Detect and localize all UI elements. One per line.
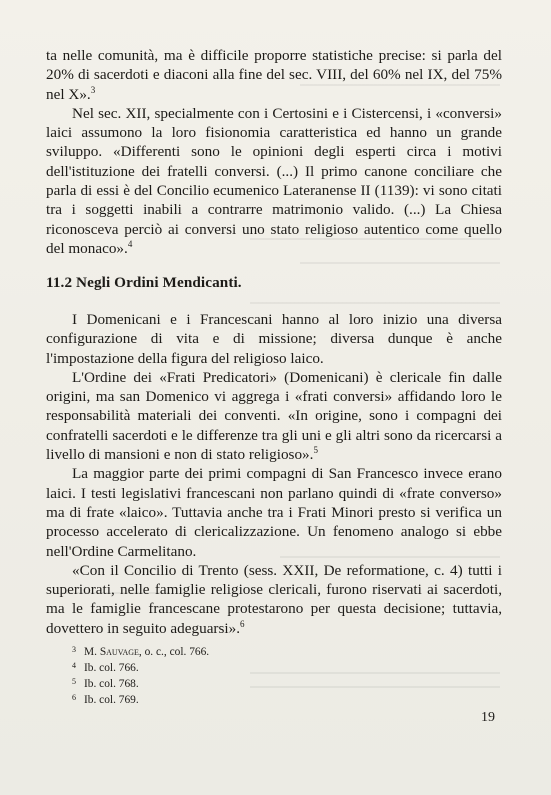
footnote-text: , o. c., col. 766. [138,646,210,658]
paragraph: Nel sec. XII, specialmente con i Certosini e i Cistercensi, i «conversi» laici assumono la loro fisionomia caratteristica ed hanno un grande sviluppo. «Differenti sono le opinioni degli esperti circa i motivi dell'istituzione dei fratelli conversi. (...) Il primo canone conciliare che parla di essi è del Concilio ecumenico Lateranense II (1139): vi sono citati tra i soggetti inabili a contrarre matrimonio valido. (...) La Chiesa riconosceva perciò ai conversi uno stato religioso autentico come quello del monaco».$^4$ [46,104,502,257]
footnote [72,643,209,659]
footnote [72,675,209,691]
body-text-section [46,310,502,638]
footnote-ref: 5 [313,445,318,456]
paragraph: «Con il Concilio di Trento (sess. XXII, De reformatione, c. 4) tutti i superiorati, nelle famiglie religiose clericali, furono riservati ai sacerdoti, ma le famiglie francescane protestarono per questa decisione; tuttavia, dovettero in seguito adeguarsi».$^6$ [46,561,502,637]
footnote-text: Ib. col. 766. [84,662,139,674]
footnote-number: 3 [72,645,76,654]
footnote-ref: 6 [240,618,245,629]
paragraph: ta nelle comunità, ma è difficile proporre statistiche precise: si parla del 20% di sacerdoti e diaconi alla fine del sec. VIII, del 60% nel IX, del 75% nel X».$^3$ [46,47,502,103]
footnote-ref: 3 [90,84,96,95]
footnote-author: M. Sauvage [84,646,139,658]
footnote-number: 4 [72,661,76,670]
body-text-top [46,46,502,258]
footnote-text: Ib. col. 768. [84,678,139,690]
paragraph: L'Ordine dei «Frati Predicatori» (Domenicani) è clericale fin dalle origini, ma san Domenico vi aggrega i «frati conversi» affidando loro le responsabilità materiali dei conventi. «In origine, sono i compagni dei confratelli sacerdoti e le differenze tra gli uni e gli altri sono da ricercarsi a livello di mansioni e non di stato religioso».$^5$ [46,368,502,464]
footnote [72,659,209,675]
section-heading: 11.2 Negli Ordini Mendicanti. [46,274,242,291]
footnote-number: 5 [72,677,76,686]
footnote-ref: 4 [127,238,133,249]
footnote-text: Ib. col. 769. [84,694,139,706]
footnote-number: 6 [72,693,76,702]
page-number: 19 [481,710,495,725]
paragraph: I Domenicani e i Francescani hanno al loro inizio una diversa configurazione di vita e di missione; diversa dunque è anche l'impostazione della figura del religioso laico. [46,311,502,367]
paragraph: La maggior parte dei primi compagni di San Francesco invece erano laici. I testi legislativi francescani non parlano quindi di «frate converso» ma di frate «laico». Tuttavia anche tra i Frati Minori presto si verifica un processo accelerato di clericalizzazione. Un fenomeno analogo si ebbe nell'Ordine Carmelitano. [46,465,502,560]
footnotes [72,643,209,707]
footnote [72,691,209,707]
